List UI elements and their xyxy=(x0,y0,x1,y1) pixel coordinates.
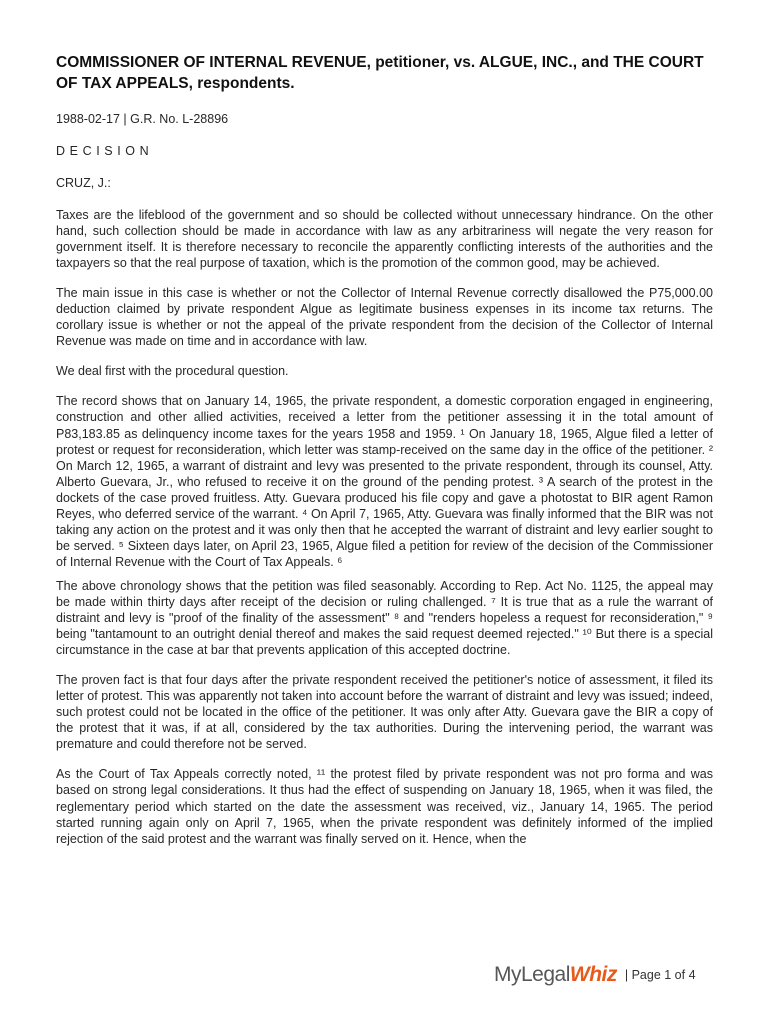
decision-heading: DECISION xyxy=(56,144,154,158)
page-number: | Page 1 of 4 xyxy=(624,968,696,982)
paragraph-2: The main issue in this case is whether or not the Collector of Internal Revenue correctly disallowed the P75,000.00 deduction claimed by private respondent Algue as legitimate business expenses in its income tax returns. The corollary issue is whether or not the appeal of the private respondent from the decision of the Collector of Internal Revenue was made on time and in accordance with law. xyxy=(56,286,713,349)
case-title: COMMISSIONER OF INTERNAL REVENUE, petitioner, vs. ALGUE, INC., and THE COURT OF TAX APPEALS, respondents. xyxy=(56,54,704,92)
paragraph-3: We deal first with the procedural question. xyxy=(56,364,289,379)
logo-my: My xyxy=(494,963,521,986)
mylegalwhiz-logo[interactable] xyxy=(494,961,617,989)
ponente: CRUZ, J.: xyxy=(56,176,111,190)
paragraph-5: The above chronology shows that the petition was filed seasonably. According to Rep. Act No. 1125, the appeal may be made within thirty days after receipt of the decision or ruling challenged. ⁷ It is true that as a rule the warrant of distraint and levy is "proof of the finality of the assessment" ⁸ and "renders hopeless a request for reconsideration," ⁹ being "tantamount to an outright denial thereof and makes the said request deemed rejected." ¹⁰ But there is a special circumstance in the case at bar that prevents application of this accepted doctrine. xyxy=(56,578,713,658)
case-date-and-number: 1988-02-17 | G.R. No. L-28896 xyxy=(56,112,229,126)
logo-whiz: Whiz xyxy=(569,963,617,986)
paragraph-4: The record shows that on January 14, 1965, the private respondent, a domestic corporation engaged in engineering, construction and other allied activities, received a letter from the petitioner assessing it in the total amount of P83,183.85 as delinquency income taxes for the years 1958 and 1959. ¹ On January 18, 1965, Algue filed a letter of protest or request for reconsideration, which letter was stamp-received on the same day in the office of the petitioner. ² On March 12, 1965, a warrant of distraint and levy was presented to the private respondent, through its counsel, Atty. Alberto Guevara, Jr., who refused to receive it on the ground of the pending protest. ³ A search of the protest in the dockets of the case proved fruitless. Atty. Guevara produced his file copy and gave a photostat to BIR agent Ramon Reyes, who deferred service of the warrant. ⁴ On April 7, 1965, Atty. Guevara was finally informed that the BIR was not taking any action on the protest and it was only then that he accepted the warrant of distraint and levy earlier sought to be served. ⁵ Sixteen days later, on April 23, 1965, Algue filed a petition for review of the decision of the Commissioner of Internal Revenue with the Court of Tax Appeals. ⁶ xyxy=(56,394,713,569)
logo-legal: Legal xyxy=(521,963,570,986)
page-footer xyxy=(494,961,696,989)
paragraph-7: As the Court of Tax Appeals correctly noted, ¹¹ the protest filed by private respondent was not pro forma and was based on strong legal considerations. It thus had the effect of suspending on January 18, 1965, when it was filed, the reglementary period which started on the date the assessment was received, viz., January 14, 1965. The period started running again only on April 7, 1965, when the private respondent was definitely informed of the implied rejection of the said protest and the warrant was finally served on it. Hence, when the xyxy=(56,767,713,846)
document-page xyxy=(56,52,713,861)
paragraph-6: The proven fact is that four days after the private respondent received the petitioner's notice of assessment, it filed its letter of protest. This was apparently not taken into account before the warrant of distraint and levy was issued; indeed, such protest could not be located in the office of the petitioner. It was only after Atty. Guevara gave the BIR a copy of the protest that it was, if at all, considered by the tax authorities. During the intervening period, the warrant was premature and could therefore not be served. xyxy=(56,673,713,752)
paragraph-1: Taxes are the lifeblood of the government and so should be collected without unnecessary hindrance. On the other hand, such collection should be made in accordance with law as any arbitrariness will negate the very reason for government itself. It is therefore necessary to reconcile the apparently conflicting interests of the authorities and the taxpayers so that the real purpose of taxation, which is the promotion of the common good, may be achieved. xyxy=(56,208,713,271)
